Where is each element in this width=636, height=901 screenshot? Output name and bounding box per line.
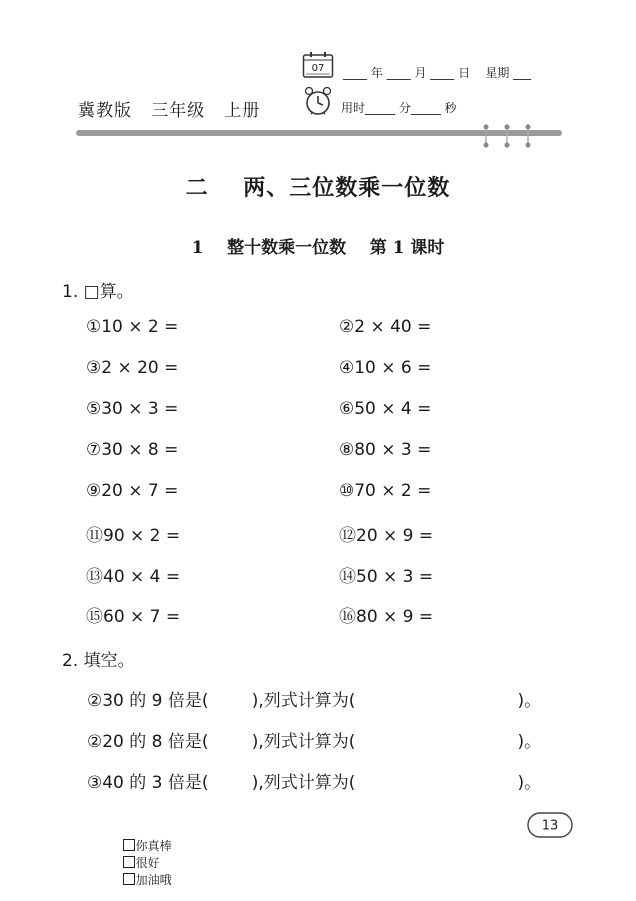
problem-item: ②2 × 40 = bbox=[339, 317, 432, 337]
publisher-grade-label: 冀教版 三年级 上册 bbox=[78, 101, 261, 121]
problem-item: ⑪90 × 2 = bbox=[86, 526, 181, 546]
problem-item: ⑯80 × 9 = bbox=[339, 607, 434, 627]
fill-blank-item: ②30 的 9 倍是( ),列式计算为( )。 bbox=[87, 691, 542, 711]
problem-item: ⑬40 × 4 = bbox=[86, 567, 181, 587]
problem-item: ⑧80 × 3 = bbox=[339, 440, 432, 460]
checkbox-icon[interactable] bbox=[123, 856, 135, 868]
problem-item: ⑨20 × 7 = bbox=[86, 481, 179, 501]
section2-title: 2. 填空。 bbox=[62, 651, 135, 671]
problem-item: ⑫20 × 9 = bbox=[339, 526, 434, 546]
time-used-line: 用时_____ 分_____ 秒 bbox=[341, 101, 457, 115]
problem-item: ⑦30 × 8 = bbox=[86, 440, 179, 460]
date-line: ____ 年 ____ 月 ____ 日 星期 ___ bbox=[343, 66, 532, 80]
eval-option-good[interactable]: 很好 bbox=[123, 856, 160, 870]
page-number: 13 bbox=[541, 818, 559, 834]
problem-item: ⑥50 × 4 = bbox=[339, 399, 432, 419]
problem-item: ③2 × 20 = bbox=[86, 358, 179, 378]
fill-blank-item: ②20 的 8 倍是( ),列式计算为( )。 bbox=[87, 732, 542, 752]
calendar-icon bbox=[302, 51, 334, 79]
calendar-number: 07 bbox=[311, 63, 325, 74]
section1-title: 1. □算。 bbox=[62, 282, 134, 302]
self-evaluation bbox=[115, 823, 184, 888]
problem-item: ⑤30 × 3 = bbox=[86, 399, 179, 419]
alarm-clock-icon bbox=[302, 85, 334, 117]
problem-item: ⑩70 × 2 = bbox=[339, 481, 432, 501]
chapter-title: 二 两、三位数乘一位数 bbox=[185, 176, 451, 201]
problem-item: ④10 × 6 = bbox=[339, 358, 432, 378]
eval-option-keep-going[interactable]: 加油哦 bbox=[123, 873, 172, 887]
checkbox-icon[interactable] bbox=[123, 873, 135, 885]
fill-blank-item: ③40 的 3 倍是( ),列式计算为( )。 bbox=[87, 773, 542, 793]
page-number-badge bbox=[527, 812, 573, 838]
problem-item: ⑭50 × 3 = bbox=[339, 567, 434, 587]
eval-option-great[interactable]: 你真棒 bbox=[123, 839, 172, 853]
problem-item: ①10 × 2 = bbox=[86, 317, 179, 337]
decorative-dots-icon bbox=[478, 122, 538, 150]
lesson-title: 1 整十数乘一位数 第 1 课时 bbox=[191, 238, 445, 258]
checkbox-icon[interactable] bbox=[123, 839, 135, 851]
problem-item: ⑮60 × 7 = bbox=[86, 607, 181, 627]
